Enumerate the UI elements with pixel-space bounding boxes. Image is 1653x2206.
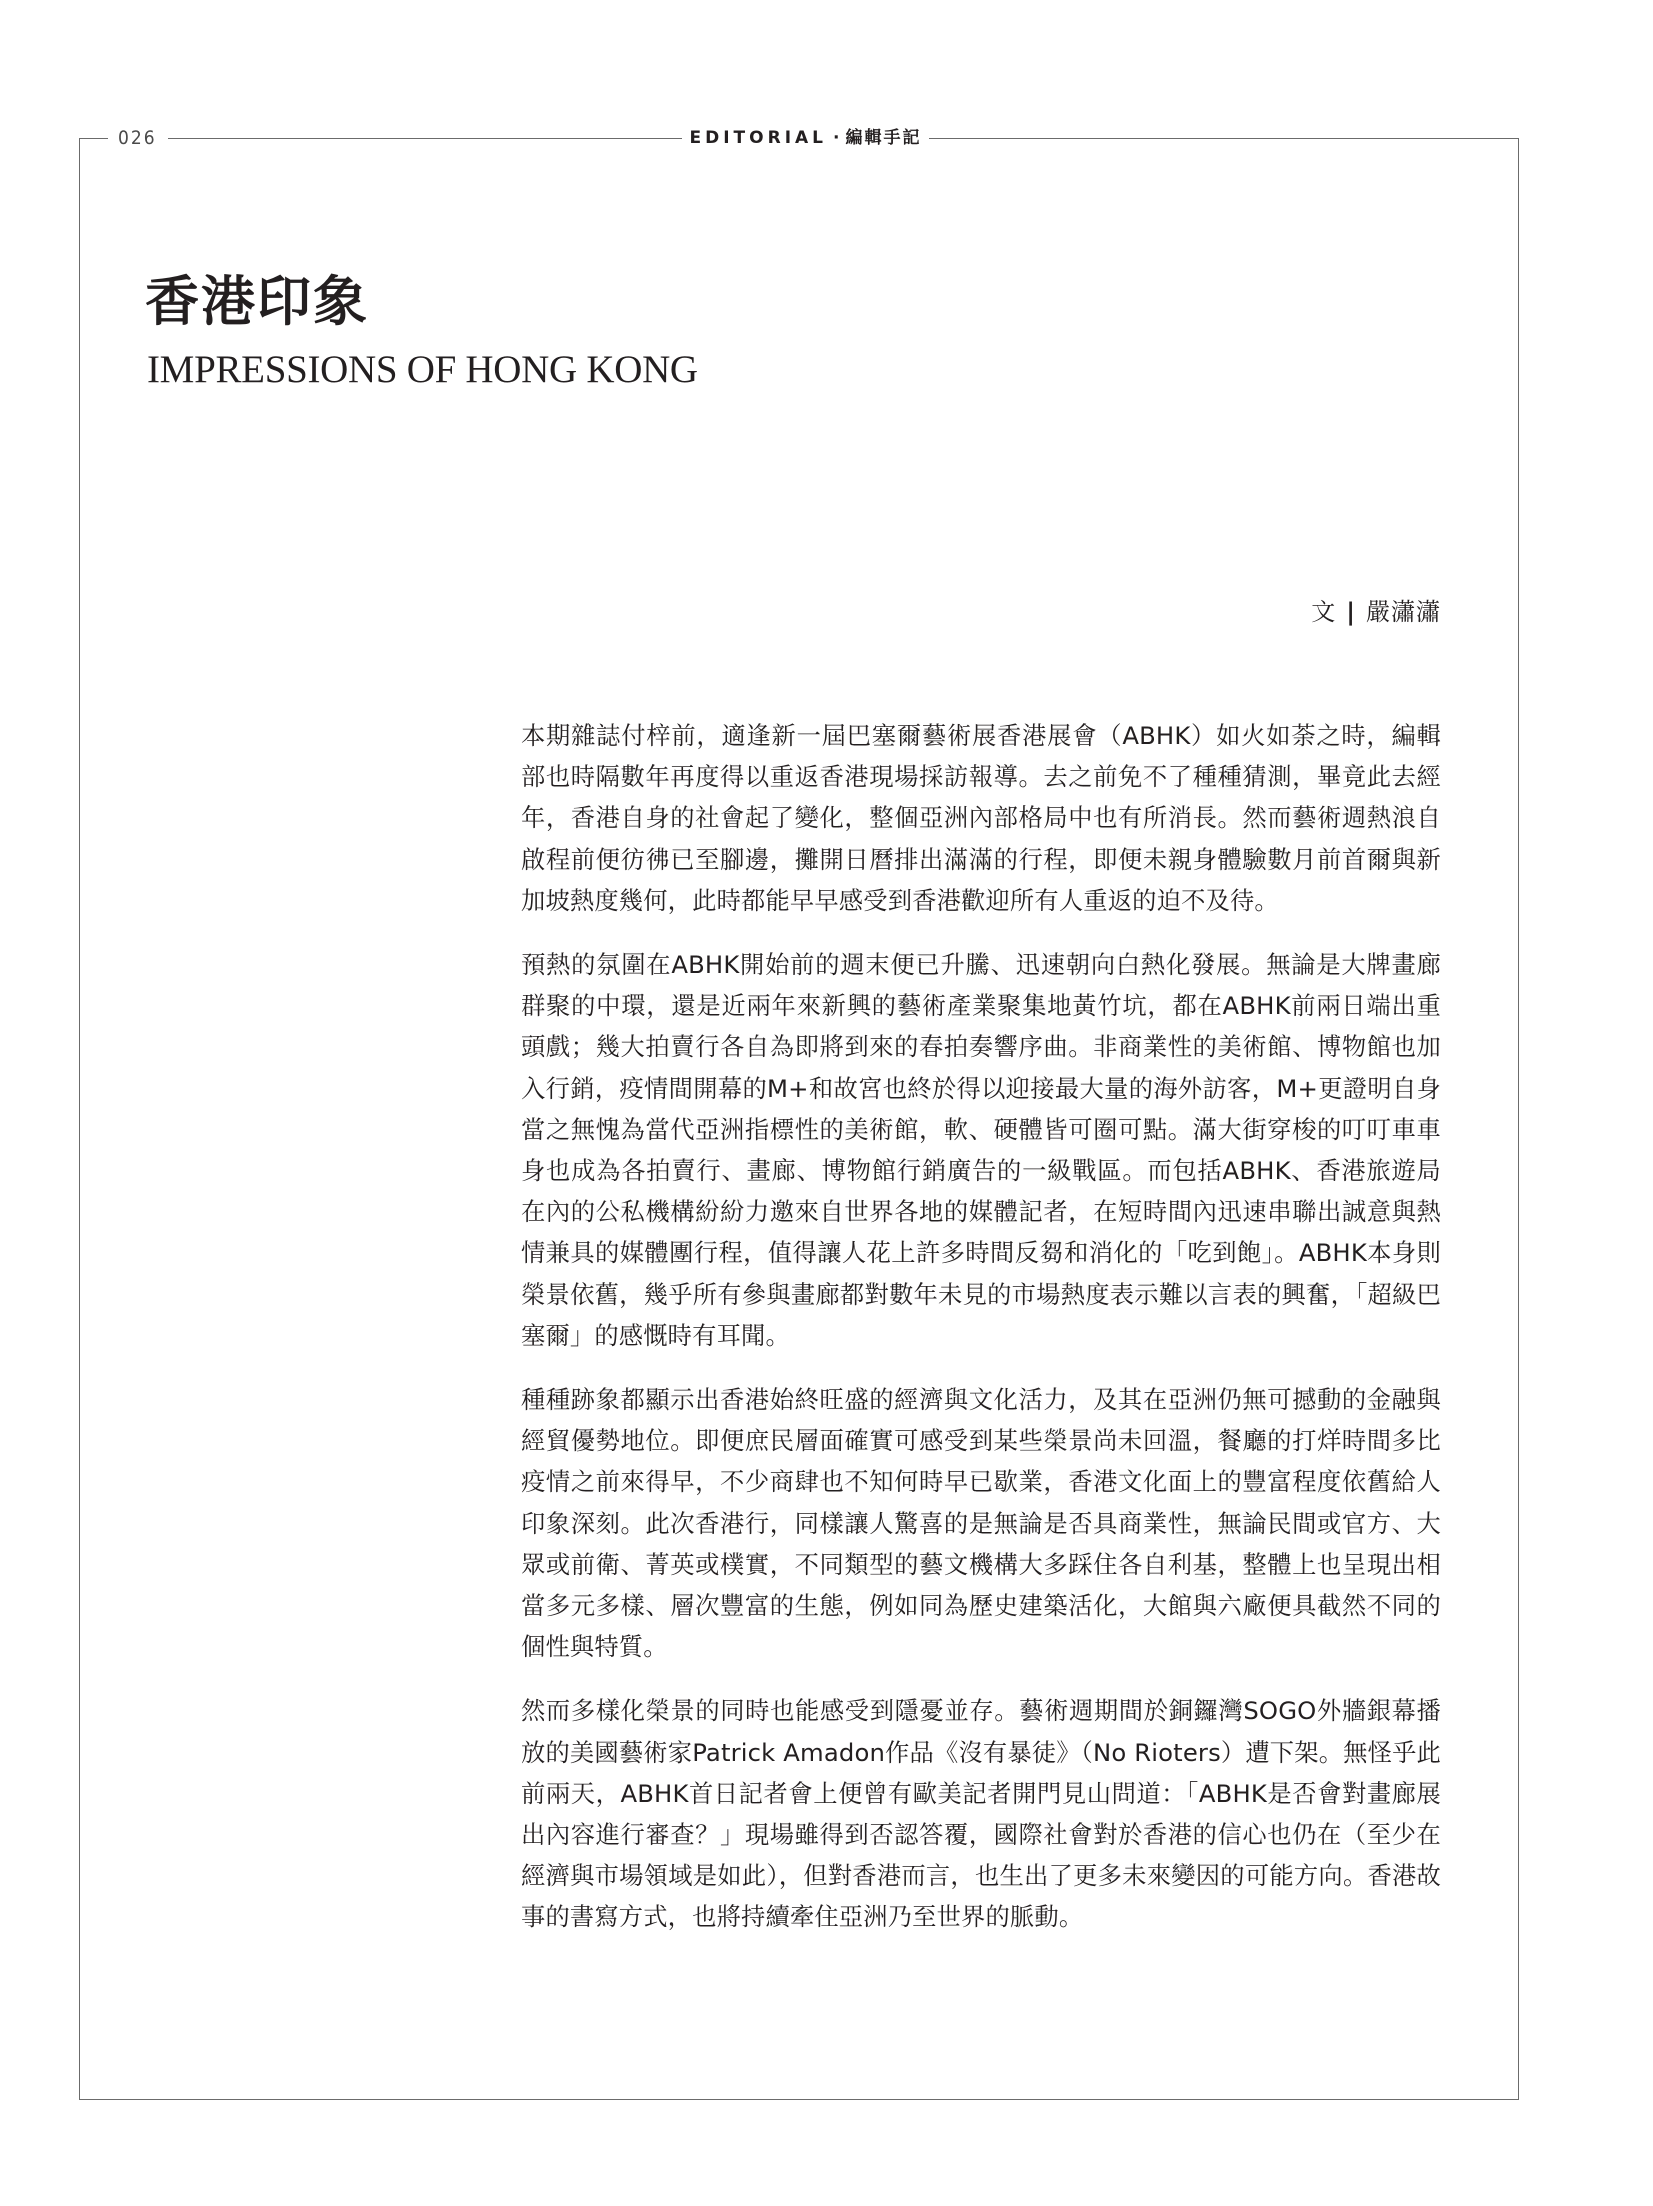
header-rule-right — [929, 138, 1519, 139]
header-rule-middle — [168, 138, 682, 139]
section-label-zh: 編輯手記 — [845, 128, 922, 148]
article-body — [521, 715, 1441, 1961]
byline — [1311, 595, 1441, 629]
byline-author: 嚴瀟瀟 — [1366, 598, 1441, 626]
article-title-en: IMPRESSIONS OF HONG KONG — [147, 348, 698, 391]
section-label — [682, 125, 929, 151]
byline-label: 文 — [1311, 598, 1337, 626]
body-paragraph: 種種跡象都顯示出香港始終旺盛的經濟與文化活力，及其在亞洲仍無可撼動的金融與經貿優勢地位。即便庶民層面確實可感受到某些榮景尚未回溫，餐廳的打烊時間多比疫情之前來得早，不少商肆也不知何時早已歇業，香港文化面上的豐富程度依舊給人印象深刻。此次香港行，同樣讓人驚喜的是無論是否具商業性，無論民間或官方、大眾或前衛、菁英或樸實，不同類型的藝文機構大多踩住各自利基，整體上也呈現出相當多元多樣、層次豐富的生態，例如同為歷史建築活化，大館與六廠便具截然不同的個性與特質。 — [521, 1385, 1441, 1662]
page-number: 026 — [118, 127, 157, 149]
section-separator: · — [833, 128, 840, 148]
body-paragraph: 然而多樣化榮景的同時也能感受到隱憂並存。藝術週期間於銅鑼灣SOGO外牆銀幕播放的美國藝術家Patrick Amadon作品《沒有暴徒》（No Rioters）遭下架。無怪乎此前兩天，ABHK首日記者會上便曾有歐美記者開門見山問道：「ABHK是否會對畫廊展出內容進行審查？」現場雖得到否認答覆，國際社會對於香港的信心也仍在（至少在經濟與市場領域是如此），但對香港而言，也生出了更多未來變因的可能方向。香港故事的書寫方式，也將持續牽住亞洲乃至世界的脈動。 — [521, 1696, 1441, 1932]
body-paragraph: 本期雜誌付梓前，適逢新一屆巴塞爾藝術展香港展會（ABHK）如火如荼之時，編輯部也時隔數年再度得以重返香港現場採訪報導。去之前免不了種種猜測，畢竟此去經年，香港自身的社會起了變化，整個亞洲內部格局中也有所消長。然而藝術週熱浪自啟程前便彷彿已至腳邊，攤開日曆排出滿滿的行程，即便未親身體驗數月前首爾與新加坡熱度幾何，此時都能早早感受到香港歡迎所有人重返的迫不及待。 — [521, 721, 1441, 915]
header-rule-left — [79, 138, 108, 139]
byline-separator: | — [1346, 598, 1356, 626]
section-label-en: EDITORIAL — [689, 128, 828, 148]
body-paragraph: 預熱的氛圍在ABHK開始前的週末便已升騰、迅速朝向白熱化發展。無論是大牌畫廊群聚的中環，還是近兩年來新興的藝術產業聚集地黃竹坑，都在ABHK前兩日端出重頭戲；幾大拍賣行各自為即將到來的春拍奏響序曲。非商業性的美術館、博物館也加入行銷，疫情間開幕的M+和故宮也終於得以迎接最大量的海外訪客，M+更證明自身當之無愧為當代亞洲指標性的美術館，軟、硬體皆可圈可點。滿大街穿梭的叮叮車車身也成為各拍賣行、畫廊、博物館行銷廣告的一級戰區。而包括ABHK、香港旅遊局在內的公私機構紛紛力邀來自世界各地的媒體記者，在短時間內迅速串聯出誠意與熱情兼具的媒體團行程，值得讓人花上許多時間反芻和消化的「吃到飽」。ABHK本身則榮景依舊，幾乎所有參與畫廊都對數年未見的市場熱度表示難以言表的興奮，「超級巴塞爾」的感慨時有耳聞。 — [521, 950, 1441, 1350]
article-title-zh: 香港印象 — [145, 269, 369, 333]
